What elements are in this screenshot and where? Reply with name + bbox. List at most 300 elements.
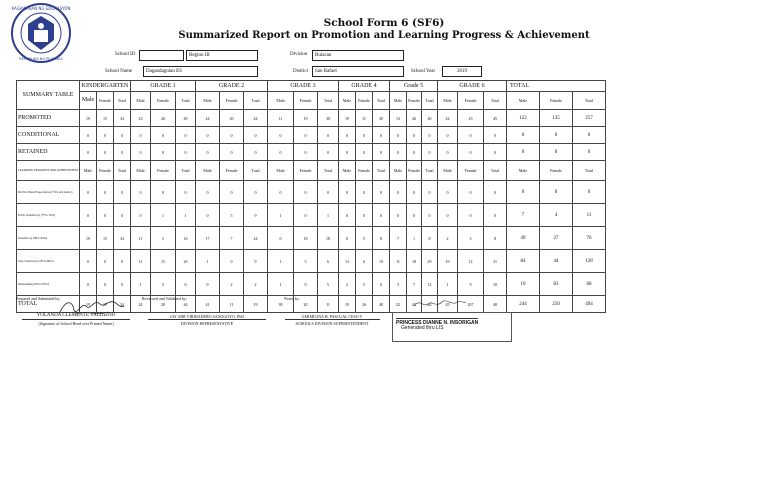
sub-header-female: Female [540,161,573,181]
table-cell: 3 [458,227,484,250]
table-cell: 0 [540,144,573,161]
table-cell: 2 [244,273,268,296]
sub-header-female: Female [540,92,573,110]
sub-header-male: Male [438,92,458,110]
sub-header-total: Total [114,92,131,110]
prepared-label: Prepared and Submitted by: [16,296,61,301]
sub-header-total: Total [373,161,390,181]
sub-header-male: Male [339,92,356,110]
table-cell: 13 [339,250,356,273]
generated-signature-scribble [412,296,468,312]
table-cell: 0 [438,181,458,204]
table-row [17,127,606,144]
table-cell: 0 [268,181,294,204]
table-cell: 244 [507,296,540,313]
table-cell: 0 [573,144,606,161]
table-cell: 0 [97,204,114,227]
grade-header: GRADE 4 [339,81,390,92]
generated-box [392,312,512,342]
table-cell: 0 [176,144,196,161]
sub-header-male: Male [80,92,97,110]
table-cell: 49 [507,227,540,250]
table-cell: 44 [422,296,438,313]
table-cell: 0 [196,181,220,204]
table-cell: 24 [244,227,268,250]
table-cell: 0 [80,181,97,204]
sub-header-total: Total [484,92,507,110]
table-cell: 5 [151,273,176,296]
table-cell: 0 [97,144,114,161]
district-field: San Rafael [312,66,404,77]
table-cell: 0 [151,144,176,161]
table-cell: 11 [268,110,294,127]
grade-header: KINDERGARTEN [80,81,131,92]
table-cell: 0 [356,181,373,204]
table-cell: 0 [373,144,390,161]
table-cell: 10 [507,273,540,296]
row-label: CONDITIONAL [17,127,80,144]
sub-header-total: Total [318,92,339,110]
table-cell: 9 [244,204,268,227]
table-cell: 2 [220,273,244,296]
sub-header-male: Male [196,92,220,110]
table-cell: 24 [131,296,151,313]
school-name-label: School Name [105,69,133,74]
table-cell: 9 [244,250,268,273]
form-subtitle: Summarized Report on Promotion and Learning Progress & Achievement [178,30,590,41]
table-cell: 0 [196,273,220,296]
table-cell: 11 [220,296,244,313]
division-field: Bulacan [312,50,404,61]
sub-header-female: Female [220,161,244,181]
table-cell: 0 [131,144,151,161]
table-cell: 6 [318,250,339,273]
school-year-label: School Year [411,69,436,74]
table-cell: 44 [176,296,196,313]
table-cell: 0 [484,204,507,227]
sub-header-female: Female [356,161,373,181]
table-cell: 42 [407,296,422,313]
table-cell: 0 [176,127,196,144]
sub-header-male: Male [131,161,151,181]
table-cell: 0 [339,127,356,144]
row-label: Very Satisfactory (85%-89%) [17,250,80,273]
sub-header-total: Total [373,92,390,110]
table-cell: 8 [422,227,438,250]
grade-header: TOTAL [507,81,606,92]
region-field: Region III [186,50,258,61]
table-cell: 0 [373,273,390,296]
table-cell: 0 [268,127,294,144]
table-cell: 19 [80,110,97,127]
sub-header-total: Total [484,161,507,181]
table-cell: 2 [339,273,356,296]
sub-header-male: Male [268,92,294,110]
sub-header-male: Male [390,161,407,181]
table-cell: 6 [356,250,373,273]
table-cell: 20 [294,296,318,313]
table-cell: 0 [458,144,484,161]
noted-name: GERMILINA H. PASCUAL CESO V [301,314,363,319]
table-cell: 5 [356,273,373,296]
sub-header-total: Total [176,161,196,181]
school-id-field [139,50,184,61]
table-cell: 0 [390,181,407,204]
table-cell: 0 [151,181,176,204]
table-cell: 12 [422,273,438,296]
generated-name: PRINCESS DIANNE N. INSORIGAN [396,320,479,326]
sub-header-female: Female [97,92,114,110]
table-cell: 29 [422,250,438,273]
table-cell: 41 [196,296,220,313]
table-cell: 13 [390,110,407,127]
table-cell: 135 [540,110,573,127]
grade-header: Grade 5 [390,81,438,92]
table-cell: 0 [80,127,97,144]
table-cell: 5 [220,204,244,227]
table-cell: 7 [507,204,540,227]
sub-header-total: Total [422,92,438,110]
sub-header-male: Male [131,92,151,110]
table-cell: 0 [294,181,318,204]
sub-header-male: Male [196,161,220,181]
sub-header-total: Total [573,92,606,110]
table-cell: 11 [390,250,407,273]
sub-header-male: Male [339,161,356,181]
table-cell: 3 [390,273,407,296]
row-label: Did Not Meet Expectations (74% and below) [17,181,80,204]
reviewed-name: JAY ARR VIRIDADERO SANGGOYO, PhD [169,314,245,319]
table-cell: 44 [540,250,573,273]
table-cell: 1 [438,273,458,296]
table-cell: 0 [507,181,540,204]
sub-header-total: Total [244,92,268,110]
table-cell: 1 [131,273,151,296]
row-label: RETAINED [17,144,80,161]
table-cell: 23 [131,110,151,127]
table-cell: 30 [318,110,339,127]
table-cell: 18 [294,227,318,250]
table-cell: 0 [80,144,97,161]
table-cell: 0 [484,144,507,161]
table-cell: 76 [573,227,606,250]
table-cell: 8 [484,227,507,250]
table-cell: 0 [80,273,97,296]
table-cell: 23 [458,110,484,127]
table-cell: 31 [484,250,507,273]
table-cell: 0 [507,144,540,161]
table-cell: 4 [540,204,573,227]
sub-header-female: Female [407,161,422,181]
reviewed-label: Reviewed and Validated by: [142,296,187,301]
table-cell: 19 [339,110,356,127]
table-cell: 15 [151,250,176,273]
sub-header-total: Total [422,161,438,181]
svg-text:KAGAWARAN NG EDUKASYON: KAGAWARAN NG EDUKASYON [11,6,71,11]
sub-header-female: Female [407,92,422,110]
table-cell: 5 [151,227,176,250]
table-cell: 0 [339,227,356,250]
table-cell: 0 [97,127,114,144]
table-cell: 10 [484,273,507,296]
table-cell: 1 [268,204,294,227]
table-cell: 5 [318,273,339,296]
table-cell: 0 [484,127,507,144]
table-cell: 24 [196,110,220,127]
table-cell: 11 [573,204,606,227]
table-cell: 122 [507,110,540,127]
table-cell: 1 [196,250,220,273]
table-cell: 45 [438,296,458,313]
table-cell: 0 [422,144,438,161]
table-cell: 38 [268,296,294,313]
table-cell: 0 [97,181,114,204]
table-cell: 15 [97,110,114,127]
table-cell: 0 [176,181,196,204]
sub-header-total: Total [114,161,131,181]
table-cell: 0 [573,127,606,144]
table-row [17,144,606,161]
table-cell: 0 [356,144,373,161]
table-cell: 1 [176,204,196,227]
table-cell: 19 [80,296,97,313]
sub-header-male: Male [268,161,294,181]
table-cell: 0 [114,273,131,296]
school-year-field: 2019 [442,66,482,77]
table-cell: 0 [484,181,507,204]
school-name-field: Dagandagolan ES [143,66,258,77]
table-cell: 257 [573,110,606,127]
table-cell: 0 [407,127,422,144]
table-cell: 0 [507,127,540,144]
district-label: District [293,69,308,74]
table-cell: 0 [339,204,356,227]
table-cell: 19 [339,296,356,313]
grade-header: GRADE 2 [196,81,268,92]
table-cell: 0 [390,204,407,227]
table-cell: 0 [458,181,484,204]
table-cell: 12 [458,250,484,273]
table-cell: 0 [390,144,407,161]
school-id-label: School ID [115,52,136,57]
table-cell: 0 [540,127,573,144]
table-cell: 20 [220,110,244,127]
table-cell: 6 [176,273,196,296]
table-cell: 0 [268,144,294,161]
sub-header-male: Male [438,161,458,181]
table-cell: 0 [407,144,422,161]
table-row [17,110,606,127]
table-cell: 0 [356,204,373,227]
table-cell: 0 [220,127,244,144]
sub-header-total: Total [176,92,196,110]
table-cell: 1 [407,227,422,250]
sub-header-female: Female [458,161,484,181]
table-row [17,204,606,227]
table-cell: 9 [458,273,484,296]
table-cell: 0 [373,181,390,204]
table-cell: 11 [131,250,151,273]
table-row [17,273,606,296]
table-cell: 0 [318,181,339,204]
table-cell: 0 [196,204,220,227]
table-cell: 0 [373,204,390,227]
table-cell: 40 [422,110,438,127]
table-cell: 11 [318,296,339,313]
division-label: Division [290,52,308,57]
table-cell: 1 [318,204,339,227]
table-cell: 0 [540,181,573,204]
table-cell: 0 [97,273,114,296]
svg-text:REPUBLIKA NG PILIPINAS: REPUBLIKA NG PILIPINAS [19,57,63,61]
row-label: Fairly Satisfactory (75%-79%) [17,204,80,227]
table-row [17,181,606,204]
table-cell: 0 [220,181,244,204]
table-cell: 128 [573,250,606,273]
table-row [17,250,606,273]
summary-table [16,80,606,313]
table-cell: 15 [97,296,114,313]
table-cell: 0 [220,144,244,161]
table-cell: 1 [268,250,294,273]
table-cell: 0 [97,250,114,273]
table-cell: 44 [244,110,268,127]
table-cell: 68 [573,273,606,296]
table-cell: 494 [573,296,606,313]
prepared-title: (Signature of School Head over Printed Name) [38,321,114,326]
sub-header-total: Total [573,161,606,181]
row-label: PROMOTED [17,110,80,127]
table-cell: 8 [373,227,390,250]
table-cell: 19 [80,227,97,250]
noted-label: Noted by: [284,296,300,301]
table-cell: 250 [540,296,573,313]
table-cell: 0 [244,127,268,144]
sub-header-male: Male [507,161,540,181]
sub-header-female: Female [220,92,244,110]
table-cell: 5 [356,227,373,250]
row-label: Outstanding (90%-100%) [17,273,80,296]
table-cell: 48 [373,296,390,313]
sub-header-male: Male [507,92,540,110]
table-cell: 83 [540,273,573,296]
table-cell: 0 [458,127,484,144]
table-cell: 0 [268,227,294,250]
table-cell: 17 [196,227,220,250]
table-cell: 0 [114,127,131,144]
table-cell: 30 [373,110,390,127]
table-cell: 0 [407,181,422,204]
table-cell: 0 [318,127,339,144]
noted-title: SCHOOLS DIVISION SUPERINTENDENT [295,321,369,326]
generated-note: Generated thru LIS [401,325,444,331]
sub-header-female: Female [151,161,176,181]
form-title: School Form 6 (SF6) [323,17,445,29]
table-cell: 0 [244,181,268,204]
table-cell: 84 [507,250,540,273]
table-cell: 18 [318,227,339,250]
table-cell: 34 [114,227,131,250]
sub-header-female: Female [97,161,114,181]
table-cell: 0 [422,127,438,144]
sub-header-female: Female [294,161,318,181]
table-cell: 0 [196,127,220,144]
table-cell: 1 [151,204,176,227]
table-cell: 2 [438,227,458,250]
sub-header-female: Female [151,92,176,110]
row-label: Satisfactory (80%-84%) [17,227,80,250]
table-cell: 0 [458,204,484,227]
table-cell: 0 [114,144,131,161]
row-label: TOTAL [17,296,80,313]
table-cell: 19 [438,250,458,273]
table-cell: 0 [573,181,606,204]
table-cell: 16 [176,227,196,250]
sub-header-total: Total [244,161,268,181]
table-cell: 26 [176,250,196,273]
table-cell: 0 [220,250,244,273]
table-cell: 11 [131,227,151,250]
table-cell: 5 [294,250,318,273]
table-cell: 0 [294,204,318,227]
table-cell: 0 [151,127,176,144]
sub-header-male: Male [390,92,407,110]
table-cell: 22 [390,296,407,313]
table-cell: 11 [356,110,373,127]
table-cell: 34 [114,296,131,313]
table-cell: 22 [438,110,458,127]
sub-header-male: Male [80,161,97,181]
table-cell: 0 [131,204,151,227]
table-cell: 7 [390,227,407,250]
table-cell: 7 [220,227,244,250]
table-cell: 28 [151,296,176,313]
table-cell: 18 [407,250,422,273]
sub-header-total: Total [318,161,339,181]
reviewed-title: DIVISION REPRESENTATIVE [180,321,234,326]
table-cell: 0 [80,250,97,273]
table-cell: 49 [176,110,196,127]
grade-header: GRADE 1 [131,81,196,92]
table-cell: 0 [80,204,97,227]
table-cell: 19 [294,110,318,127]
table-cell: 207 [458,296,484,313]
table-cell: 0 [339,144,356,161]
table-cell: 0 [422,204,438,227]
table-cell: 0 [294,144,318,161]
sub-header-female: Female [458,92,484,110]
sub-header-female: Female [356,92,373,110]
learning-progress-header: LEARNING PROGRESS AND ACHIEVEMENT [17,161,80,181]
table-cell: 0 [438,144,458,161]
table-cell: 0 [339,181,356,204]
table-cell: 0 [294,127,318,144]
table-cell: 7 [407,273,422,296]
prepared-name: YOLANDA CLEMENTE VALDIZNO [36,313,116,318]
table-cell: 19 [244,296,268,313]
table-cell: 0 [318,144,339,161]
table-cell: 0 [244,144,268,161]
table-cell: 0 [438,204,458,227]
table-cell: 0 [114,250,131,273]
table-cell: 0 [407,204,422,227]
table-cell: 0 [131,127,151,144]
table-cell: 1 [268,273,294,296]
table-cell: 0 [196,144,220,161]
table-cell: 26 [356,296,373,313]
table-cell: 0 [356,127,373,144]
table-cell: 26 [407,110,422,127]
